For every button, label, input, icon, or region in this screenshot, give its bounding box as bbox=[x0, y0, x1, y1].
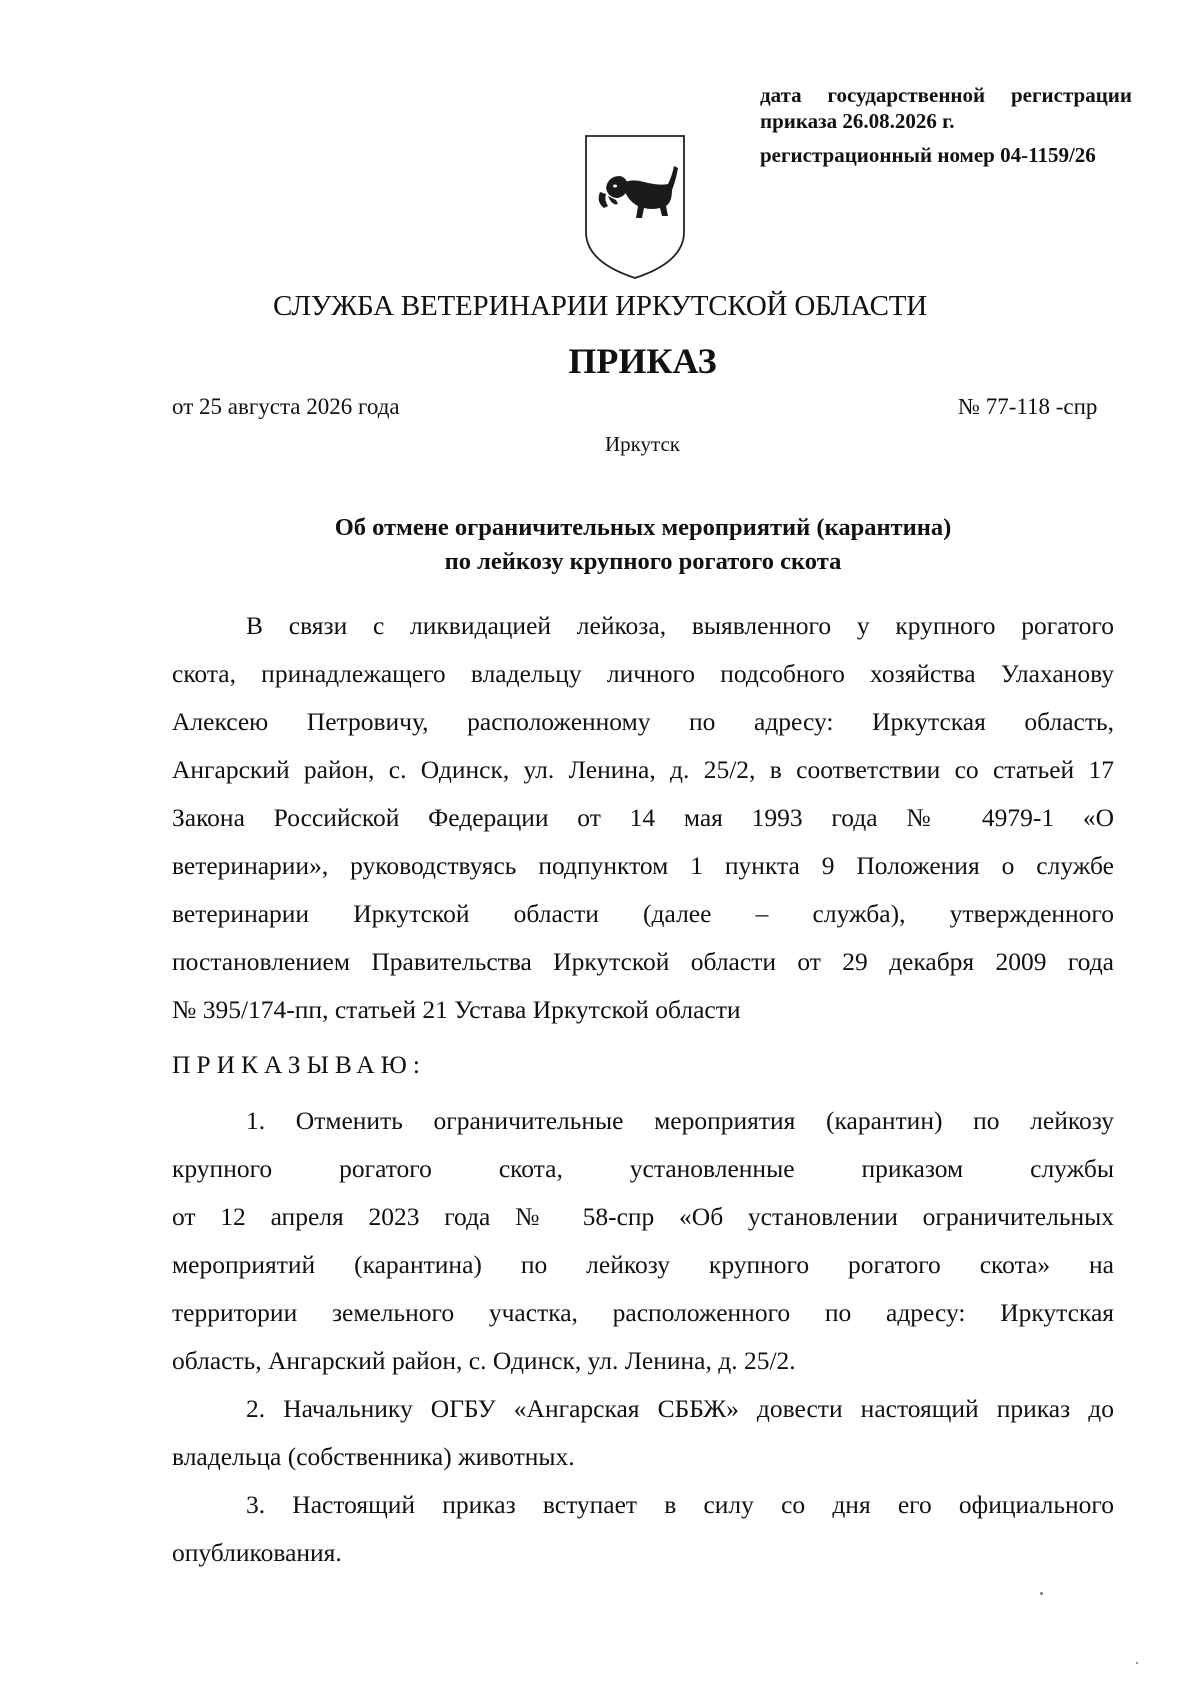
order-item-2 bbox=[172, 1385, 1114, 1481]
order-item-line: от 12 апреля 2023 года № 58-спр «Об установлении ограничительных bbox=[172, 1202, 1114, 1231]
coat-of-arms-babr-icon bbox=[582, 132, 688, 280]
order-item-line: 2. Начальнику ОГБУ «Ангарская СББЖ» довести настоящий приказ до bbox=[246, 1394, 1114, 1423]
preamble-line: скота, принадлежащего владельцу личного подсобного хозяйства Улаханову bbox=[172, 659, 1114, 688]
order-item-line: 3. Настоящий приказ вступает в силу со дня его официального bbox=[246, 1490, 1114, 1519]
scan-speck bbox=[1136, 1662, 1138, 1664]
preamble-line: ветеринарии», руководствуясь подпунктом 1 пункта 9 Положения о службе bbox=[172, 851, 1114, 880]
order-date: от 25 августа 2026 года bbox=[172, 394, 400, 419]
order-title bbox=[172, 511, 1114, 579]
order-item-line: территории земельного участка, расположенного по адресу: Иркутская bbox=[172, 1298, 1114, 1327]
preamble-line: В связи с ликвидацией лейкоза, выявленного у крупного рогатого bbox=[246, 611, 1114, 640]
preamble bbox=[172, 602, 1114, 1034]
order-title-line: Об отмене ограничительных мероприятий (карантина) bbox=[334, 514, 952, 541]
preamble-line: Алексею Петровичу, расположенному по адресу: Иркутская область, bbox=[172, 707, 1114, 736]
organization-name: СЛУЖБА ВЕТЕРИНАРИИ ИРКУТСКОЙ ОБЛАСТИ bbox=[273, 290, 927, 322]
city: Иркутск bbox=[604, 432, 681, 456]
preamble-line: Ангарский район, с. Одинск, ул. Ленина, д. 25/2, в соответствии со статьей 17 bbox=[172, 755, 1114, 784]
registration-number: регистрационный номер 04-1159/26 bbox=[760, 143, 1096, 167]
order-item-1 bbox=[172, 1097, 1114, 1385]
preamble-line: ветеринарии Иркутской области (далее – служба), утвержденного bbox=[172, 899, 1114, 928]
order-item-line: область, Ангарский район, с. Одинск, ул. Ленина, д. 25/2. bbox=[172, 1346, 796, 1375]
order-item-line: владельца (собственника) животных. bbox=[172, 1442, 575, 1471]
preamble-line: № 395/174-пп, статьей 21 Устава Иркутской области bbox=[172, 995, 741, 1024]
order-item-line: мероприятий (карантина) по лейкозу крупного рогатого скота» на bbox=[172, 1250, 1114, 1279]
order-item-line: опубликования. bbox=[172, 1538, 342, 1567]
order-item-line: 1. Отменить ограничительные мероприятия (карантин) по лейкозу bbox=[246, 1106, 1114, 1135]
order-title-line: по лейкозу крупного рогатого скота bbox=[444, 548, 842, 575]
registration-date-value: приказа 26.08.2026 г. bbox=[760, 109, 955, 133]
scan-speck bbox=[1040, 1592, 1043, 1595]
registration-date-line: дата государственной регистрации bbox=[760, 83, 1132, 107]
preamble-line: постановлением Правительства Иркутской области от 29 декабря 2009 года bbox=[172, 947, 1114, 976]
preamble-line: Закона Российской Федерации от 14 мая 1993 года № 4979-1 «О bbox=[172, 803, 1114, 832]
order-item-3 bbox=[172, 1481, 1114, 1577]
order-item-line: крупного рогатого скота, установленные приказом службы bbox=[172, 1154, 1114, 1183]
order-number: № 77-118 -спр bbox=[958, 394, 1098, 419]
order-directive: ПРИКАЗЫВАЮ: bbox=[172, 1050, 426, 1079]
document-type: ПРИКАЗ bbox=[568, 341, 717, 381]
